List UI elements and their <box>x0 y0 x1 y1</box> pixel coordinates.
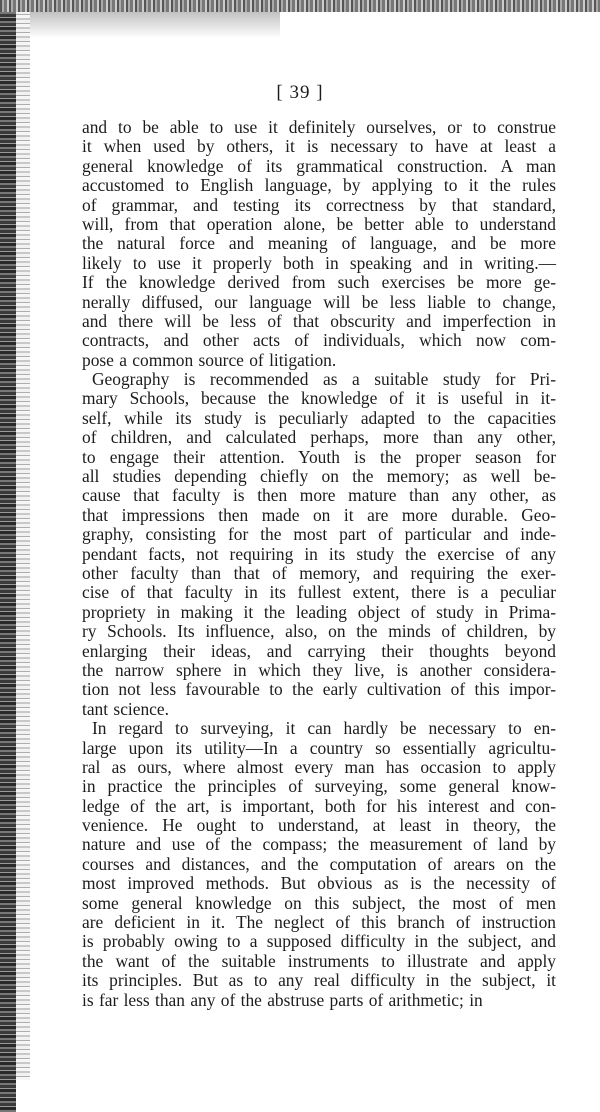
text-line: pose a common source of litigation. <box>82 349 337 370</box>
text-line: nature and use of the compass; the measurement of land by <box>82 834 556 855</box>
text-line: nerally diffused, our language will be less liable to change, <box>82 291 556 312</box>
text-line: that impressions then made on it are more durable. Geo- <box>82 504 556 525</box>
text-line: In regard to surveying, it can hardly be necessary to en- <box>92 718 556 739</box>
text-line: contracts, and other acts of individuals, which now com- <box>82 330 556 351</box>
text-line: If the knowledge derived from such exercises be more ge- <box>82 272 556 293</box>
text-line: Geography is recommended as a suitable study for Pri- <box>92 369 556 390</box>
text-line: venience. He ought to understand, at least in theory, the <box>82 815 556 836</box>
text-line: propriety in making it the leading object of study in Prima- <box>82 601 556 622</box>
text-line: ry Schools. Its influence, also, on the minds of children, by <box>82 621 556 642</box>
text-line: are deficient in it. The neglect of this branch of instruction <box>82 912 556 933</box>
text-line: all studies depending chiefly on the memory; as well be- <box>82 466 556 487</box>
text-line: accustomed to English language, by applying to it the rules <box>82 175 556 196</box>
text-line: tant science. <box>82 698 169 719</box>
text-line: its principles. But as to any real difficulty in the subject, it <box>82 970 556 991</box>
text-line: self, while its study is peculiarly adapted to the capacities <box>82 407 556 428</box>
book-binding-edge <box>0 0 16 1112</box>
scan-top-edge <box>0 0 600 12</box>
paragraph <box>82 118 556 370</box>
text-line: in practice the principles of surveying, some general know- <box>82 776 556 797</box>
page-number: [ 39 ] <box>276 82 324 103</box>
text-line: general knowledge of its grammatical construction. A man <box>82 155 556 176</box>
scan-shadow <box>30 12 280 38</box>
text-line: some general knowledge on this subject, the most of men <box>82 892 556 913</box>
text-line: is probably owing to a supposed difficulty in the subject, and <box>82 931 556 952</box>
text-line: likely to use it properly both in speaking and in writing.— <box>82 252 556 273</box>
text-line: tion not less favourable to the early cultivation of this impor- <box>82 679 556 700</box>
text-line: cause that faculty is then more mature than any other, as <box>82 485 556 506</box>
text-line: the want of the suitable instruments to illustrate and apply <box>82 950 556 971</box>
text-line: the natural force and meaning of language, and be more <box>82 233 556 254</box>
text-line: of children, and calculated perhaps, more than any other, <box>82 427 556 448</box>
page-gutter-shadow <box>16 0 30 1080</box>
text-line: cise of that faculty in its fullest extent, there is a peculiar <box>82 582 556 603</box>
text-line: and to be able to use it definitely ourselves, or to construe <box>82 117 556 137</box>
text-line: graphy, consisting for the most part of particular and inde- <box>82 524 556 545</box>
text-line: pendant facts, not requiring in its study the exercise of any <box>82 543 556 564</box>
paragraph <box>82 719 556 1010</box>
text-line: of grammar, and testing its correctness by that standard, <box>82 194 556 215</box>
text-line: to engage their attention. Youth is the proper season for <box>82 446 556 467</box>
page-body <box>82 118 556 1010</box>
text-line: other faculty than that of memory, and requiring the exer- <box>82 562 556 583</box>
text-line: enlarging their ideas, and carrying their thoughts beyond <box>82 640 556 661</box>
text-line: is far less than any of the abstruse parts of arithmetic; in <box>82 989 483 1010</box>
paragraph <box>82 370 556 719</box>
text-line: most improved methods. But obvious as is the necessity of <box>82 873 556 894</box>
text-line: will, from that operation alone, be better able to understand <box>82 213 556 234</box>
text-line: courses and distances, and the computation of arears on the <box>82 853 556 874</box>
text-line: mary Schools, because the knowledge of it is useful in it- <box>82 388 556 409</box>
text-line: ral as ours, where almost every man has occasion to apply <box>82 756 556 777</box>
text-line: large upon its utility—In a country so essentially agricultu- <box>82 737 556 758</box>
text-line: it when used by others, it is necessary to have at least a <box>82 136 556 157</box>
text-line: the narrow sphere in which they live, is another considera- <box>82 659 556 680</box>
text-line: ledge of the art, is important, both for his interest and con- <box>82 795 556 816</box>
text-line: and there will be less of that obscurity and imperfection in <box>82 310 556 331</box>
